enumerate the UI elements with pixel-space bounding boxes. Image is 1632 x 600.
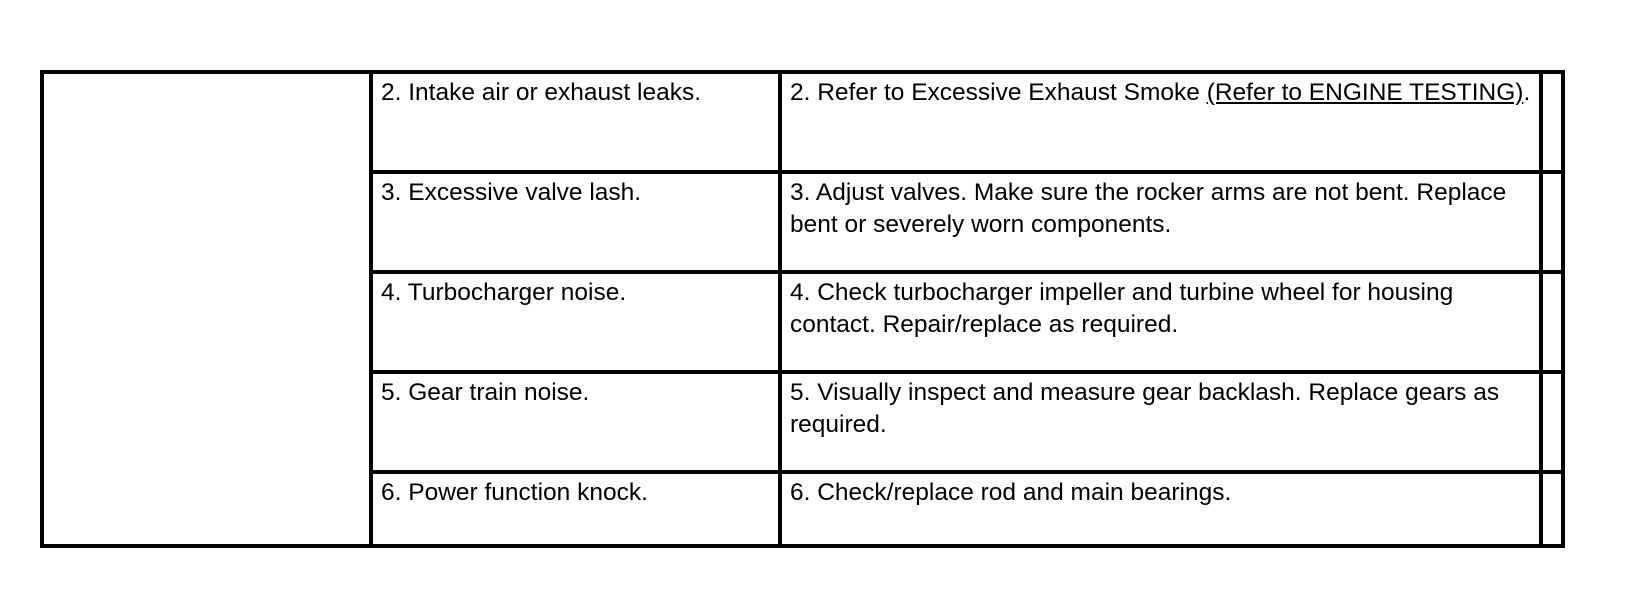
correction-cell: 4. Check turbocharger impeller and turbine wheel for housing contact. Repair/replace as required. (790, 279, 1461, 338)
cause-cell: 6. Power function knock. (381, 479, 648, 506)
condition-cell (44, 74, 369, 544)
engine-testing-link[interactable]: (Refer to ENGINE TESTING) (1206, 79, 1524, 106)
cause-cell: 5. Gear train noise. (381, 379, 590, 406)
cause-cell: 4. Turbocharger noise. (381, 279, 627, 306)
correction-cell: 3. Adjust valves. Make sure the rocker arms are not bent. Replace bent or severely worn components. (790, 179, 1514, 238)
correction-text: 2. Refer to Excessive Exhaust Smoke (790, 79, 1207, 106)
cause-cell: 3. Excessive valve lash. (381, 179, 642, 206)
correction-cell (782, 74, 1539, 170)
correction-cell: 5. Visually inspect and measure gear backlash. Replace gears as required. (790, 379, 1506, 438)
correction-cell: 6. Check/replace rod and main bearings. (790, 479, 1232, 506)
cause-cell: 2. Intake air or exhaust leaks. (381, 79, 702, 106)
correction-text-end: . (1523, 79, 1531, 106)
diagnosis-table (40, 70, 1565, 548)
